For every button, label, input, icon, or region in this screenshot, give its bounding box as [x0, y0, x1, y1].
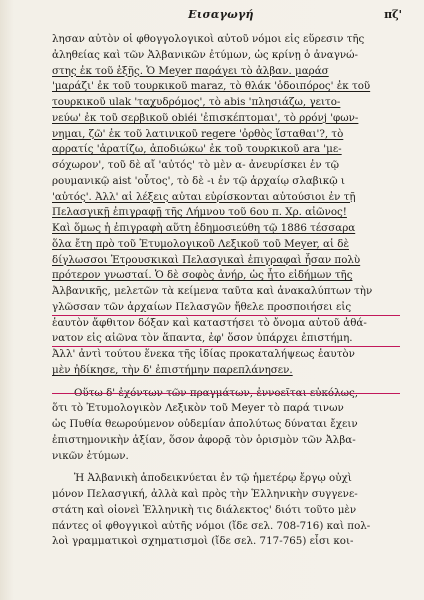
- text-line: γλῶσσαν τῶν ἀρχαίων Πελασγῶν ἤθελε προσποιήσει εἰς: [52, 300, 352, 313]
- text-line: Ἀλλ' ἀντὶ τούτου ἕνεκα τῆς ἰδίας προκαταλήψεως ἑαυτὸν: [52, 348, 355, 360]
- text-line: σόχωρον', τοῦ δὲ αἴ 'αὐτός' τὸ μὲν α- ἀνευρίσκει ἐν τῷ: [52, 159, 340, 171]
- body-text: [52, 32, 400, 550]
- text-line: ὡς Πυθία θεωρούμενον οὐδεμίαν ἀπολύτως δύναται ἔχειν: [52, 418, 358, 430]
- text-line: 'αὐτός'. Ἀλλ' αἱ λέξεις αὐται εὑρίσκονται αὐτούσιοι ἐν τῇ: [52, 190, 356, 203]
- text-line: Ἡ Ἀλβανικὴ ἀποδεικνύεται ἐν τῷ ἡμετέρῳ ἔργῳ οὐχὶ: [74, 472, 352, 485]
- text-line: ἀληθείας καὶ τῶν Ἀλβανικῶν ἐτύμων, ὡς κρίνῃ ὁ ἀναγνώ-: [52, 48, 359, 61]
- text-line: πάντες οἱ φθογγικοὶ αὐτῆς νόμοι (ἴδε σελ. 708-716) καὶ πολ-: [52, 519, 371, 532]
- text-line: ἑαυτὸν ἄφθιτον δόξαν καὶ καταστήσει τὸ ὄνομα αὐτοῦ ἀθά-: [52, 316, 367, 329]
- text-line: Ἀλβανικῆς, μελετῶν τὰ κείμενα ταῦτα καὶ ἀνακαλύπτων τὴν: [52, 285, 373, 297]
- text-line: Οὕτω δ' ἐχόντων τῶν πραγμάτων, ἐννοεῖται εὐκόλως,: [74, 386, 359, 399]
- text-line: νατον εἰς αἰῶνα τὸν ἅπαντα, ἐφ' ὅσον ὑπάρχει ἐπιστήμη.: [52, 332, 353, 345]
- text-line: λησαν αὐτὸν οἱ φθογγολογικοὶ αὐτοῦ νόμοι εἰς εὕρεσιν τῆς: [52, 33, 365, 45]
- text-line: 'μαράζι' ἐκ τοῦ τουρκικοῦ maraz, τὸ θλάκ 'ὁδοιπόρος' ἐκ τοῦ: [52, 80, 371, 93]
- paragraph-3: [52, 471, 400, 550]
- text-line: ὅλα ἔτη πρὸ τοῦ Ἐτυμολογικοῦ Λεξικοῦ τοῦ Meyer, αἱ δὲ: [52, 237, 350, 250]
- text-line: τουρκικοῦ ulak 'ταχυδρόμος', τὸ abis 'πλησιάζω, γειτο-: [52, 96, 341, 108]
- text-line: Καὶ ὅμως ἡ ἐπιγραφὴ αὕτη ἐδημοσιεύθη τῷ 1886 τέσσαρα: [52, 222, 356, 234]
- text-line: στάτη καὶ οἱονεὶ Ἑλληνικὴ τις διάλεκτος' διότι τοῦτο μὲν: [52, 503, 357, 516]
- text-line: αρρατίς 'ἀρατίζω, ἀποδιώκω' ἐκ τοῦ τουρκικοῦ ara 'με-: [52, 143, 342, 156]
- text-line: Πελασγικῇ ἐπιγραφῇ τῆς Λήμνου τοῦ 6ου π. Χρ. αἰῶνος!: [52, 206, 347, 219]
- text-line: ὅτι τὸ Ἐτυμολογικὸν Λεξικὸν τοῦ Meyer τὸ παρά τινων: [52, 402, 344, 415]
- text-line: πρότερον γνωσταί. Ὁ δὲ σοφὸς ἀνήρ, ὡς ἦτο εἰδήμων τῆς: [52, 269, 353, 282]
- text-line: μὲν ἠδίκησε, τὴν δ' ἐπιστήμην παρεπλάνησεν.: [52, 363, 293, 376]
- text-line: δίγλωσσοι Ἐτρουσκικαὶ Πελασγικαὶ ἐπιγραφαὶ ἦσαν πολὺ: [52, 253, 361, 266]
- paragraph-2: [52, 386, 400, 465]
- paragraph-1: [52, 32, 400, 379]
- text-line: νικῶν ἐτύμων.: [52, 449, 129, 462]
- text-line: νημαι, ζῶ' ἐκ τοῦ λατινικοῦ regere 'ὀρθὸς ἵσταθαι'?, τὸ: [52, 127, 344, 140]
- text-line: ἐπιστημονικὴν ἀξίαν, ὅσον ἀφορᾷ τὸν ὁρισμὸν τῶν Ἀλβα-: [52, 433, 356, 446]
- red-underline: [52, 315, 400, 316]
- red-underline: [52, 346, 400, 347]
- page-number: πζ': [384, 8, 402, 21]
- page-title: Εισαγωγή: [188, 8, 254, 21]
- text-line: ρουμανικῷ aist 'οὗτος', τὸ δὲ -ι ἐν τῷ ἀρχαίῳ σλαβικῷ ι: [52, 174, 345, 187]
- text-line: μόνον Πελασγική, ἀλλὰ καὶ πρὸς τὴν Ἑλληνικὴν συγγενε-: [52, 488, 358, 500]
- text-line: στης ἐκ τοῦ ἑξῆς. Ὁ Meyer παράγει τὸ ἀλβαν. μαράσ: [52, 64, 329, 77]
- text-line: λοὶ γραμματικοὶ σχηματισμοὶ (ἴδε σελ. 717-765) εἶσι κοι-: [52, 535, 354, 548]
- text-line: νεύω' ἐκ τοῦ σερβικοῦ obiéi 'ἐπισκέπτομαι', τὸ ρρόνj 'φων-: [52, 111, 359, 124]
- red-underline: [52, 393, 400, 394]
- page-header: [40, 8, 402, 24]
